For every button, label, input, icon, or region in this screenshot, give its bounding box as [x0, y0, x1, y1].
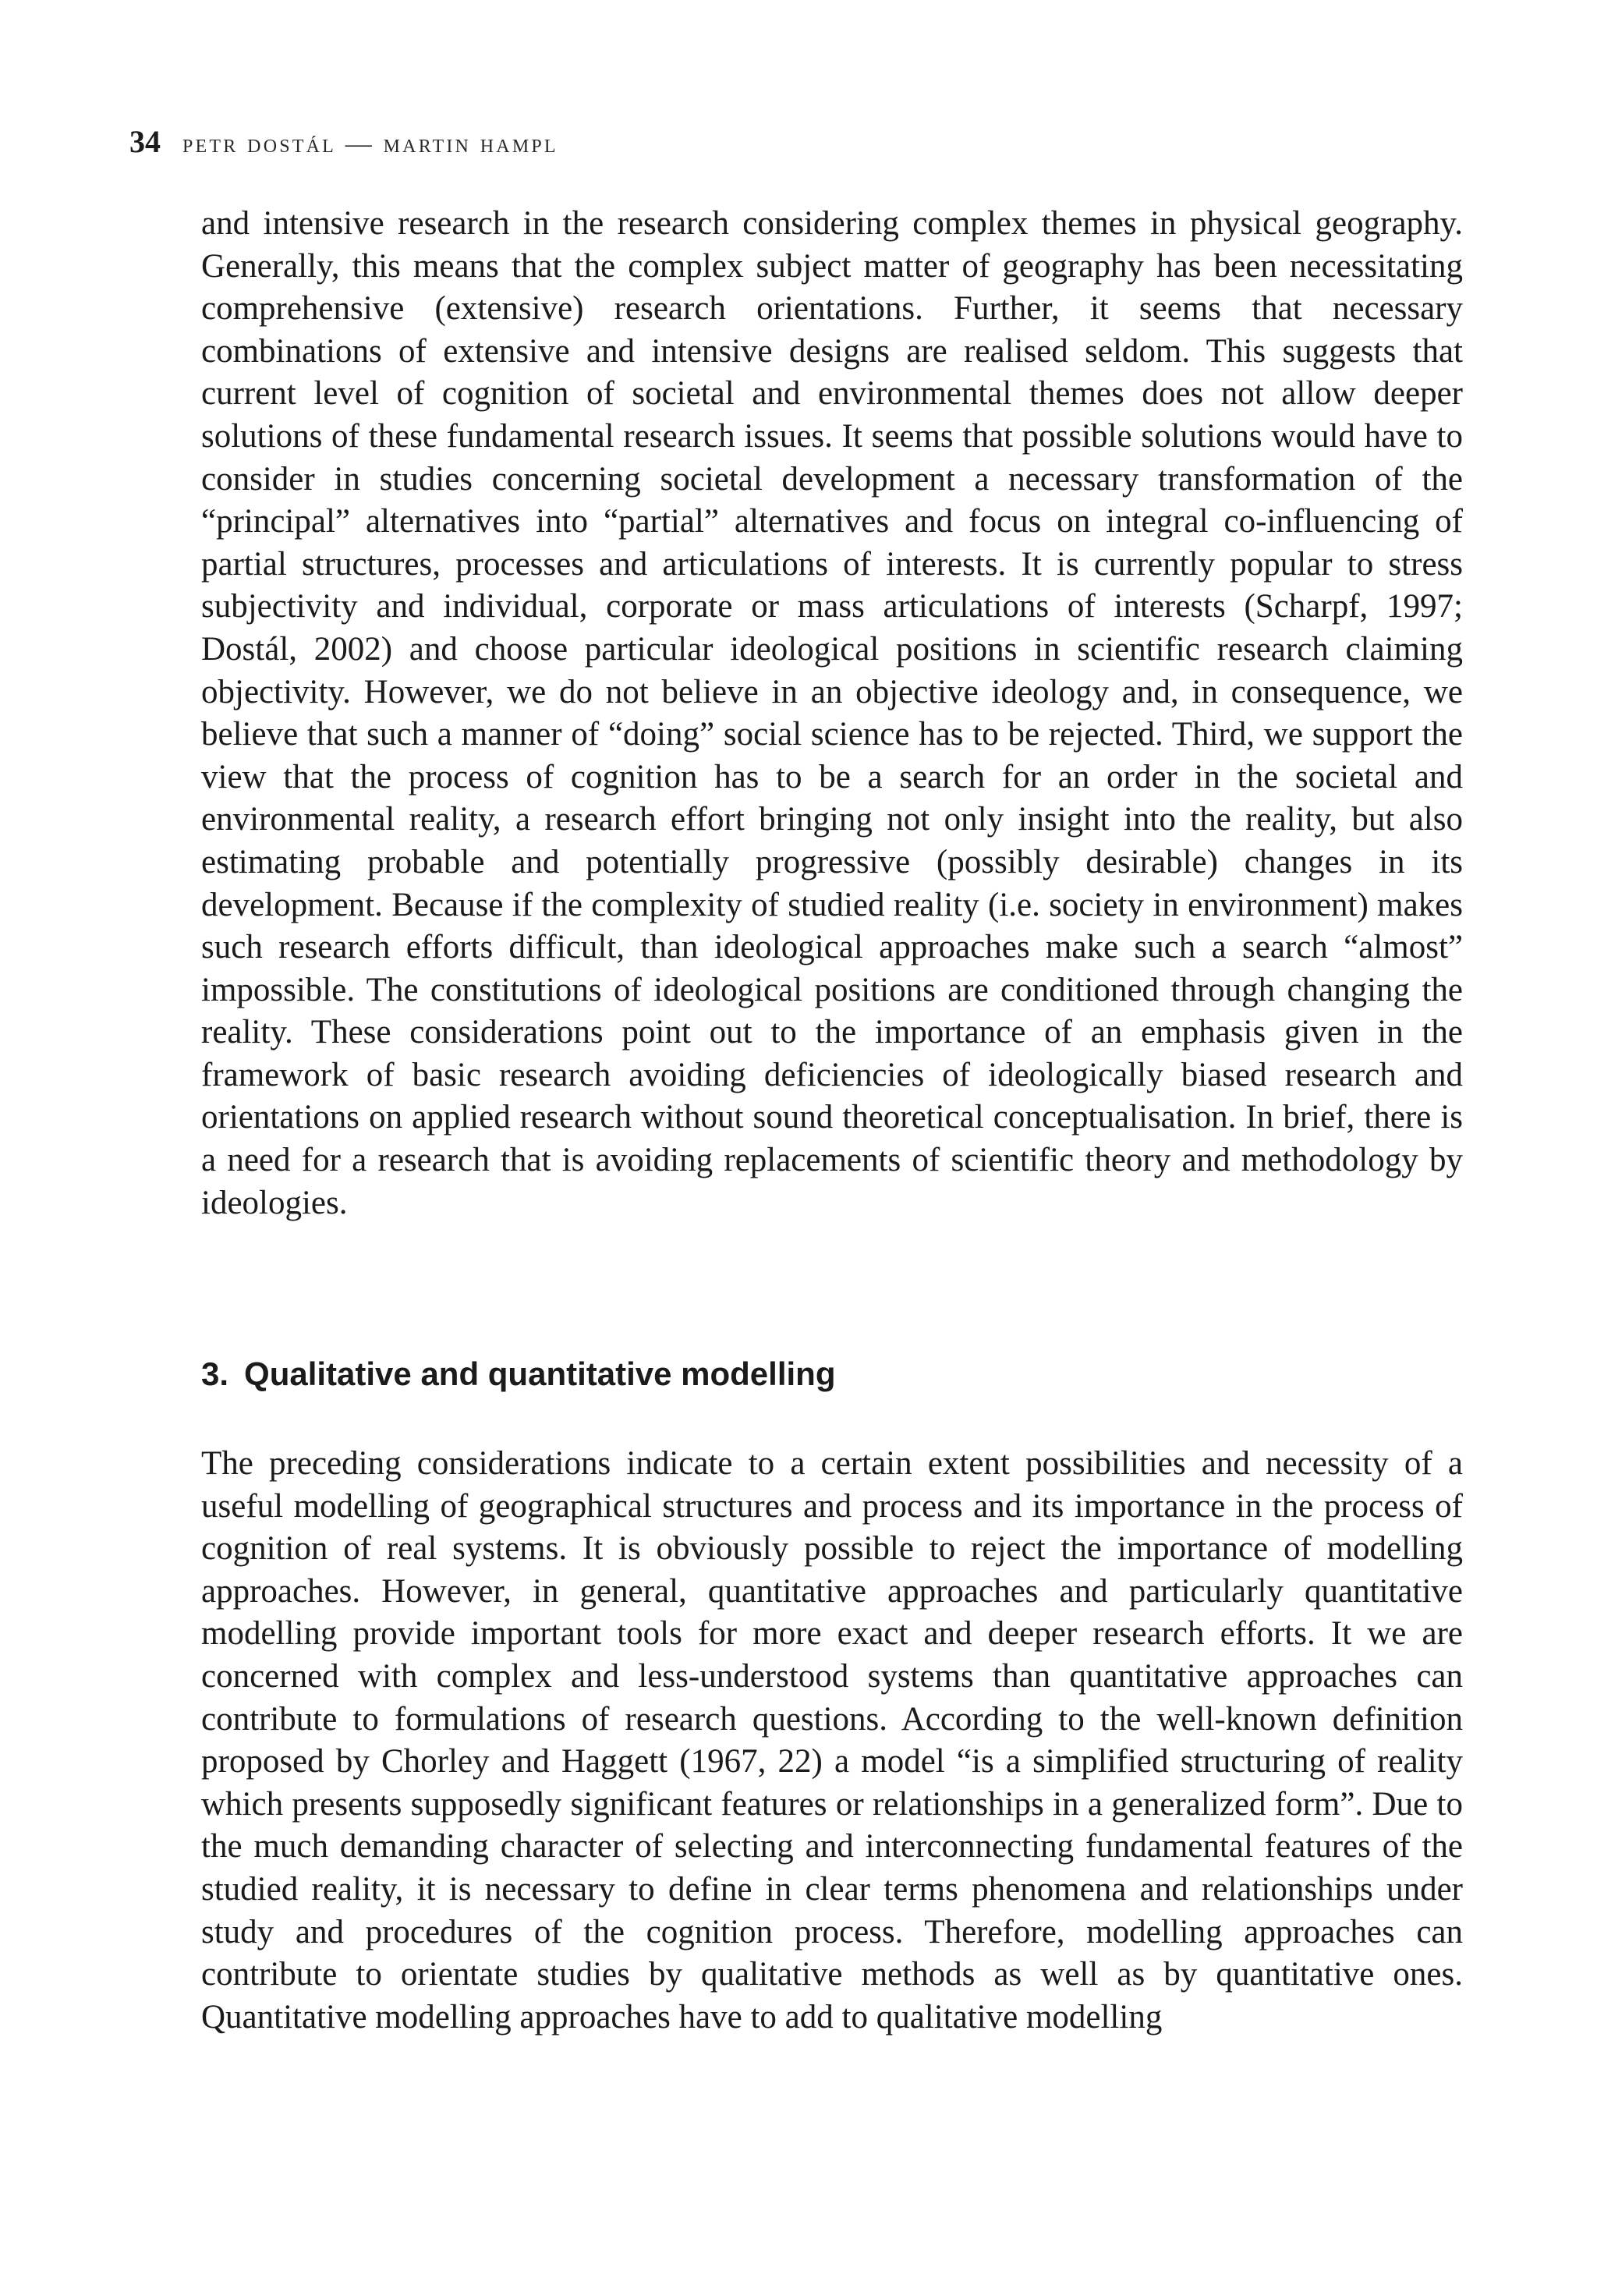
header-authors: petr dostál — martin hampl	[182, 129, 558, 158]
body-paragraph: and intensive research in the research considering complex themes in physical geography. Generally, this means that the complex subject matter of geography has been necessitating comprehensive (extensive) research orientations. Further, it seems that necessary combinations of extensive and intensive designs are realised seldom. This suggests that current level of cognition of societal and environmental themes does not allow deeper solutions of these fundamental research issues. It seems that possible solutions would have to consider in studies concerning societal development a necessary transformation of the “principal” alternatives into “partial” alternatives and focus on integral co-influencing of partial structures, processes and articulations of interests. It is currently popular to stress subjectivity and individual, corporate or mass articulations of interests (Scharpf, 1997; Dostál, 2002) and choose particular ideological positions in scientific research claiming objectivity. However, we do not believe in an objective ideology and, in consequence, we believe that such a manner of “doing” social science has to be rejected. Third, we support the view that the process of cognition has to be a search for an order in the societal and environmental reality, a research effort bringing not only insight into the reality, but also estimating probable and potentially progressive (possibly desirable) changes in its development. Because if the complexity of studied reality (i.e. society in environment) makes such research efforts difficult, than ideological approaches make such a search “almost” impossible. The constitutions of ideological positions are conditioned through changing the reality. These considerations point out to the importance of an emphasis given in the framework of basic research avoiding deficiencies of ideologically biased research and orientations on applied research without sound theoretical conceptualisation. In brief, there is a need for a research that is avoiding replacements of scientific theory and methodology by ideologies.	[201, 205, 1463, 1221]
body-paragraph: The preceding considerations indicate to a certain extent possibilities and necessity of a useful modelling of geographical structures and process and its importance in the process of cognition of real systems. It is obviously possible to reject the importance of modelling approaches. However, in general, quantitative approaches and particularly quantitative modelling provide important tools for more exact and deeper research efforts. It we are concerned with complex and less-understood systems than quantitative approaches can contribute to formulations of research questions. According to the well-known definition proposed by Chorley and Haggett (1967, 22) a model “is a simplified structuring of reality which presents supposedly significant features or relationships in a generalized form”. Due to the much demanding character of selecting and interconnecting fundamental features of the studied reality, it is necessary to define in clear terms phenomena and relationships under study and procedures of the cognition process. Therefore, modelling approaches can contribute to orientate studies by qualitative methods as well as by quantitative ones. Quantitative modelling approaches have to add to qualitative modelling	[201, 1445, 1463, 2036]
running-head	[129, 123, 558, 164]
section-number: 3.	[201, 1355, 229, 1392]
section-title: Qualitative and quantitative modelling	[244, 1355, 836, 1392]
page-number: 34	[129, 124, 161, 159]
section-heading	[201, 1351, 1463, 1398]
